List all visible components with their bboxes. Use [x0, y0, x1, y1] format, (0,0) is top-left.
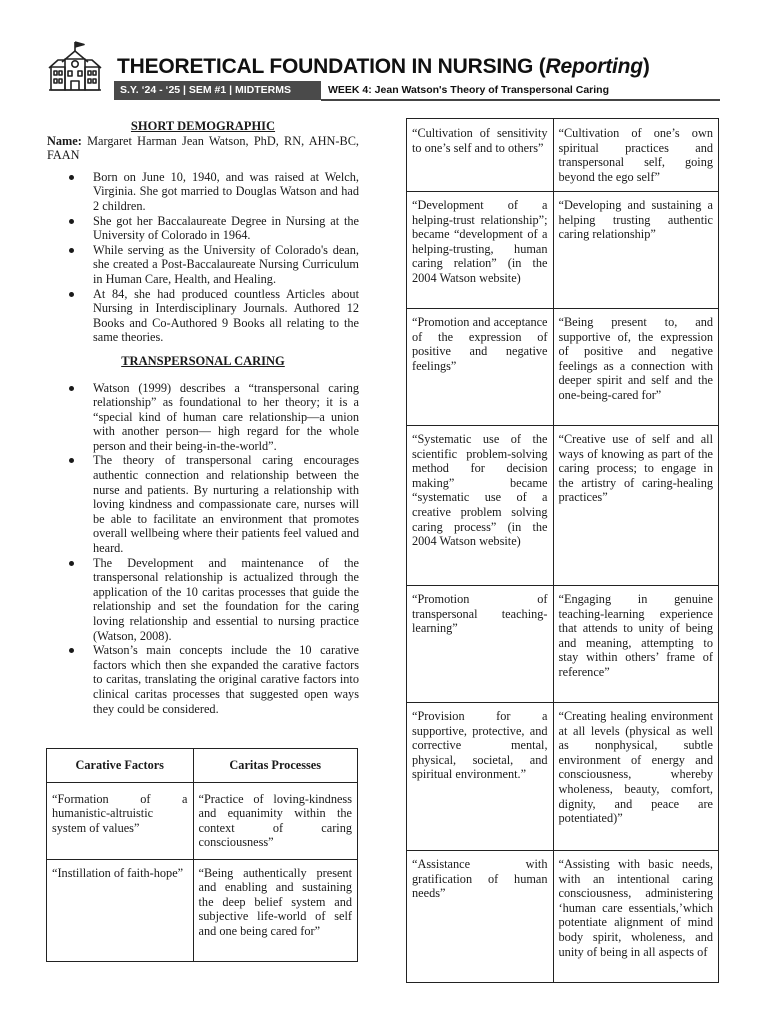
table-cell: “Creating healing environment at all levels (physical as well as nonphysical, subtle environment of energy and consciousness, whereby wholeness, beauty, comfort, dignity, and peace are potentiated)” [553, 703, 718, 851]
list-item: Born on June 10, 1940, and was raised at Welch, Virginia. She got married to Douglas Watson and had 2 children. [93, 169, 359, 213]
table-cell: “Cultivation of sensitivity to one’s self and to others” [407, 119, 554, 192]
list-item: At 84, she had produced countless Articles about Nursing in Interdisciplinary Journals. Authored 12 Books and Co-Authored 9 Books all relating to the same theories. [93, 286, 359, 345]
school-building-icon [48, 40, 102, 92]
demographic-heading: SHORT DEMOGRAPHIC [130, 119, 276, 133]
table-cell: “Being present to, and supportive of, the expression of positive and negative feelings as a connection with deeper spirit and self and the one-being-cared for” [553, 309, 718, 426]
table-row [407, 192, 719, 309]
subtitle-bar [114, 81, 720, 100]
carative-caritas-table [46, 748, 358, 962]
table-cell: “Cultivation of one’s own spiritual practices and transpersonal self, going beyond the ego self” [553, 119, 718, 192]
table-cell: “Promotion of transpersonal teaching-learning” [407, 586, 554, 703]
table-row [47, 782, 358, 859]
table-cell: “Formation of a humanistic-altruistic system of values” [47, 782, 194, 859]
list-item: She got her Baccalaureate Degree in Nursing at the University of Colorado in 1964. [93, 213, 359, 243]
table-cell: “Assistance with gratification of human needs” [407, 851, 554, 983]
list-item: The theory of transpersonal caring encourages authentic connection and relationship between the nurse and patients. By nurturing a relationship with loving kindness and compassionate care, nurses will be able to facilitate an environment that promotes overall wellbeing where their patients feel valued and heard. [93, 453, 359, 556]
table-cell: “Provision for a supportive, protective, and corrective mental, physical, societal, and spiritual environment.” [407, 703, 554, 851]
table-cell: “Creative use of self and all ways of knowing as part of the caring process; to engage in the artistry of caring-healing practices” [553, 426, 718, 586]
term-badge: S.Y. ‘24 - ‘25 | SEM #1 | MIDTERMS [114, 81, 321, 100]
table-cell: “Being authentically present and enabling and sustaining the deep belief system and subjective life-world of self and one being cared for” [193, 859, 358, 961]
table-cell: “Assisting with basic needs, with an intentional caring consciousness, administering ‘human care essentials,’which potentiate alignment of mind body spirit, wholeness, and unity of being in all aspects of [553, 851, 718, 983]
table-row [407, 586, 719, 703]
week-title: WEEK 4: Jean Watson's Theory of Transpersonal Caring [328, 84, 609, 96]
transpersonal-list [47, 381, 359, 717]
demographic-list [47, 170, 359, 345]
column-header: Carative Factors [47, 749, 194, 783]
list-item: Watson (1999) describes a “transpersonal caring relationship” as foundational to her theory; it is a “special kind of human care relationship—a union with another person— high regard for the whole person and their being-in-the-world”. [93, 380, 359, 453]
table-row [407, 703, 719, 851]
table-row [47, 859, 358, 961]
list-item: The Development and maintenance of the transpersonal relationship is actualized through the application of the 10 caritas processes that guide the relationship and set the foundation for the caring loving relationship and essential to nursing practice (Watson, 2008). [93, 555, 359, 643]
page-title: THEORETICAL FOUNDATION IN NURSING (Reporting) [117, 55, 650, 78]
column-header: Caritas Processes [193, 749, 358, 783]
table-row [407, 426, 719, 586]
name-line: Name: Margaret Harman Jean Watson, PhD, RN, AHN-BC, FAAN [47, 133, 359, 163]
table-cell: “Promotion and acceptance of the expression of positive and negative feelings” [407, 309, 554, 426]
table-cell: “Development of a helping-trust relationship”; became “development of a helping-trusting, human caring relation” (in the 2004 Watson website) [407, 192, 554, 309]
table-cell: “Engaging in genuine teaching-learning experience that attends to unity of being and meaning, attempting to stay within others’ frame of reference” [553, 586, 718, 703]
list-item: While serving as the University of Colorado's dean, she created a Post-Baccalaureate Nursing Curriculum in Human Care, Health, and Healing. [93, 242, 359, 286]
table-cell: “Developing and sustaining a helping trusting authentic caring relationship” [553, 192, 718, 309]
table-row [407, 851, 719, 983]
table-cell: “Systematic use of the scientific problem-solving method for decision making” became “systematic use of a creative problem solving caring process” (in the 2004 Watson website) [407, 426, 554, 586]
table-header-row [47, 749, 358, 783]
table-row [407, 309, 719, 426]
table-row [407, 119, 719, 192]
transpersonal-heading: TRANSPERSONAL CARING [121, 353, 285, 368]
table-cell: “Instillation of faith-hope” [47, 859, 194, 961]
left-column [47, 119, 359, 716]
carative-caritas-table-continued [406, 118, 719, 983]
subtitle-rule [321, 99, 720, 101]
list-item: Watson’s main concepts include the 10 carative factors which then she expanded the carative factors to caritas, translating the original carative factors into clinical caritas processes that suggested open ways they could be considered. [93, 643, 359, 716]
table-cell: “Practice of loving-kindness and equanimity within the context of caring consciousness” [193, 782, 358, 859]
